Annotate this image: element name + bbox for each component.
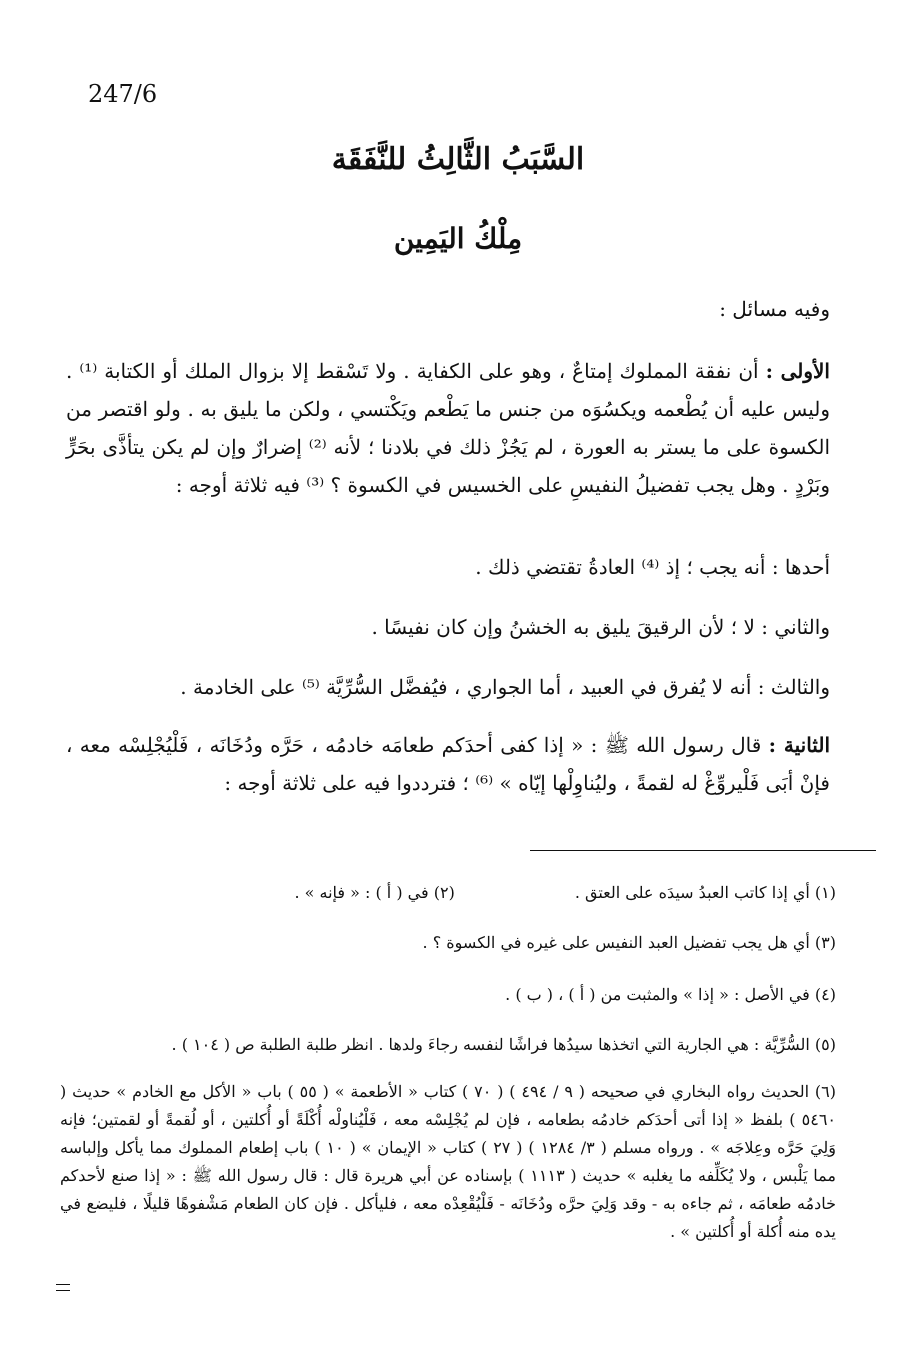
footnote-5: (٥) السُّرِّيَّة : هي الجارية التي اتخذها سيدُها فراشًا لنفسه رجاءَ ولدها . انظر طلبة الطلبة ص ( ١٠٤ ) . [171, 1035, 836, 1054]
option-three: والثالث : أنه لا يُفرق في العبيد ، أما الجواري ، فيُفضَّل السُّرِّيَّة ⁽⁵⁾ على الخادمة . [180, 675, 830, 699]
footnotes-1-2 [60, 880, 836, 906]
second-text: قال رسول الله ﷺ : « إذا كفى أحدَكم طعامَه خادمُه ، حَرَّه ودُخَانَه ، فَلْيُجْلِسْه معه ، فإنْ أبَى فَلْيروِّغْ له لقمةً ، وليُناوِلْها إيّاه » ⁽⁶⁾ ؛ فترددوا فيه على ثلاثة أوجه : [66, 733, 830, 795]
footnote-1: (١) أي إذا كاتب العبدُ سيدَه على العتق . [574, 883, 836, 902]
footnote-6: (٦) الحديث رواه البخاري في صحيحه ( ٩ / ٤٩٤ ) ( ٧٠ ) كتاب « الأطعمة » ( ٥٥ ) باب « الأكل مع الخادم » حديث ( ٥٤٦٠ ) بلفظ « إذا أتى أحدَكم خادمُه بطعامه ، فإن لم يُجْلِسْه معه ، فَلْيُناولْه أُكْلَةً أو أُكلتين ، أو لُقمةً أو لقمتين؛ فإنه وَلِيَ حَرَّه وعِلاجَه » . ورواه مسلم ( ٣/ ١٢٨٤ ) ( ٢٧ ) كتاب « الإيمان » ( ١٠ ) باب إطعام المملوك مما يأكل وإلباسه مما يَلْبس ، ولا يُكَلِّفه ما يغلبه » حديث ( ١١١٣ ) بإسناده عن أبي هريرة قال : قال رسول الله ﷺ : « إذا صنع لأحدكم خادمُه طعامَه ، ثم جاءه به - وقد وَلِيَ حرَّه ودُخَانَه - فَلْيُقْعِدْه معه ، فليأكل . فإن كان الطعام مَشْفوهًا قليلًا ، فليضع في يده منه أُكلة أو أُكلتين » . [60, 1082, 837, 1241]
intro-line: وفيه مسائل : [719, 297, 830, 321]
margin-mark [56, 1284, 70, 1291]
paragraph-second [66, 726, 830, 802]
second-label: الثانية : [768, 733, 830, 757]
footnote-4: (٤) في الأصل : « إذا » والمثبت من ( أ ) ، ( ب ) . [505, 985, 836, 1004]
paragraph-first [66, 352, 830, 504]
footnote-separator [530, 850, 876, 851]
first-text: أن نفقة المملوك إمتاعٌ ، وهو على الكفاية . ولا تَسْقط إلا بزوال الملك أو الكتابة ⁽¹⁾ . وليس عليه أن يُطْعمه ويكسُوَه من جنس ما يَطْعم ويَكْتسي ، ولكن ما يليق به . ولو اقتصر من الكسوة على ما يستر به العورة ، لم يَجُزْ ذلك في بلادنا ؛ لأنه ⁽²⁾ إضرارٌ وإن لم يكن يتأذَّى بحَرٍّ وبَرْدٍ . وهل يجب تفضيلُ النفيسِ على الخسيس في الكسوة ؟ ⁽³⁾ فيه ثلاثة أوجه : [66, 359, 830, 497]
chapter-title: السَّبَبُ الثَّالِثُ للنَّفَقَة [331, 142, 585, 177]
page-number: 247/6 [88, 80, 158, 108]
footnote-2: (٢) في ( أ ) : « فإنه » . [294, 883, 455, 902]
option-one: أحدها : أنه يجب ؛ إذ ⁽⁴⁾ العادةُ تقتضي ذلك . [475, 555, 830, 579]
first-label: الأولى : [765, 359, 830, 383]
chapter-subtitle: مِلْكُ اليَمِين [393, 222, 523, 255]
option-two: والثاني : لا ؛ لأن الرقيقَ يليق به الخشنُ وإن كان نفيسًا . [371, 615, 830, 639]
footnote-3: (٣) أي هل يجب تفضيل العبد النفيس على غيره في الكسوة ؟ . [422, 933, 836, 952]
